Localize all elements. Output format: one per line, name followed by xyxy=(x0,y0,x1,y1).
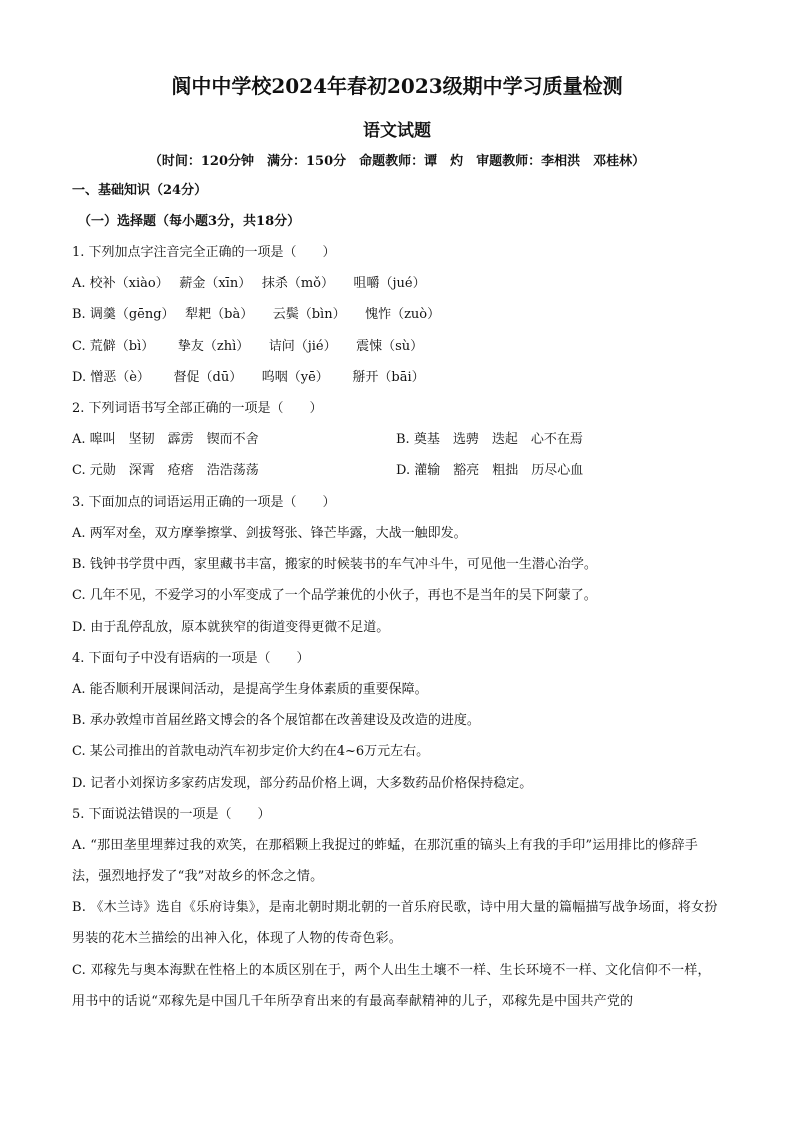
page-title: 阆中中学校2024年春初2023级期中学习质量检测 xyxy=(171,74,623,98)
subsection-heading: （一）选择题（每小题3分，共18分） xyxy=(78,214,301,229)
question-4-option-a: A. 能否顺利开展课间活动，是提高学生身体素质的重要保障。 xyxy=(72,682,428,697)
section-heading: 一、基础知识（24分） xyxy=(72,183,208,198)
question-5-option-b: B. 《木兰诗》选自《乐府诗集》，是南北朝时期北朝的一首乐府民歌，诗中用大量的篇幅描写战争场面，将女扮男装的花木兰描绘的出神入化，体现了人物的传奇色彩。 xyxy=(72,900,718,946)
question-5-option-c: C. 邓稼先与奥本海默在性格上的本质区别在于，两个人出生土壤不一样、生长环境不一样、文化信仰不一样，用书中的话说“邓稼先是中国几千年所孕育出来的有最高奉献精神的儿子，邓稼先是中国共产党的 xyxy=(72,963,711,1009)
question-1-option-a: A. 校补（xiào） 薪金（xīn） 抹杀（mǒ） 咀嚼（jué） xyxy=(72,276,426,291)
question-3-option-b: B. 钱钟书学贯中西，家里藏书丰富，搬家的时候装书的车气冲斗牛，可见他一生潜心治学。 xyxy=(72,557,597,572)
question-2-option-d: D. 灌输 豁亮 粗拙 历尽心血 xyxy=(396,463,584,478)
question-1-option-d: D. 憎恶（è） 督促（dū） 呜咽（yē） 掰开（bāi） xyxy=(72,370,425,385)
question-2-option-a: A. 嗥叫 坚韧 霹雳 锲而不舍 xyxy=(72,432,259,447)
question-1-option-c: C. 荒僻（bì） 挚友（zhì） 诘问（jié） 震悚（sù） xyxy=(72,339,424,354)
question-3-option-a: A. 两军对垒，双方摩拳擦掌、剑拔弩张、锋芒毕露，大战一触即发。 xyxy=(72,526,467,541)
question-1-stem: 1. 下列加点字注音完全正确的一项是（ ） xyxy=(72,245,336,260)
question-4-stem: 4. 下面句子中没有语病的一项是（ ） xyxy=(72,651,310,666)
question-4-option-b: B. 承办敦煌市首届丝路文博会的各个展馆都在改善建设及改造的进度。 xyxy=(72,713,480,728)
question-1-option-b: B. 调羹（gēng） 犁耙（bà） 云鬓（bìn） 愧怍（zuò） xyxy=(72,307,441,322)
page-subtitle: 语文试题 xyxy=(363,121,431,141)
question-2-stem: 2. 下列词语书写全部正确的一项是（ ） xyxy=(72,401,323,416)
question-4-option-d: D. 记者小刘探访多家药店发现，部分药品价格上调，大多数药品价格保持稳定。 xyxy=(72,776,533,791)
question-2-option-c: C. 元勋 深霄 疮瘩 浩浩荡荡 xyxy=(72,463,259,478)
question-5-stem: 5. 下面说法错误的一项是（ ） xyxy=(72,807,271,822)
question-3-stem: 3. 下面加点的词语运用正确的一项是（ ） xyxy=(72,495,336,510)
question-3-option-c: C. 几年不见，不爱学习的小军变成了一个品学兼优的小伙子，再也不是当年的吴下阿蒙了。 xyxy=(72,588,597,603)
question-5-option-a: A. “那田垄里埋葬过我的欢笑，在那稻颗上我捉过的蚱蜢，在那沉重的镐头上有我的手印”运用排比的修辞手法，强烈地抒发了“我”对故乡的怀念之情。 xyxy=(72,838,698,884)
question-2-option-b: B. 奠基 选骋 迭起 心不在焉 xyxy=(396,432,583,447)
exam-meta: （时间：120分钟 满分：150分 命题教师：谭 灼 审题教师：李相洪 邓桂林） xyxy=(148,154,646,169)
question-3-option-d: D. 由于乱停乱放，原本就狭窄的街道变得更微不足道。 xyxy=(72,620,390,635)
question-4-option-c: C. 某公司推出的首款电动汽车初步定价大约在4~6万元左右。 xyxy=(72,744,430,759)
